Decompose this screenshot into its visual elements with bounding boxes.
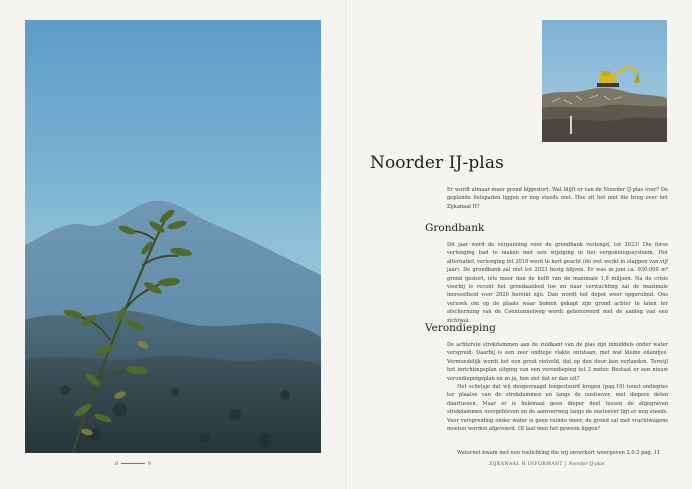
body-paragraph: De achterste strekdammen aan de zuidkant van de plas zijn inmiddels onder water verspreid. Daarbij is een zeer ondiepe vlakte ontstaan, met wat kleine eilandjes. Vermoedelijk wordt het een groot rietveld, dat op den duur kan verlanden. Terwijl het inrichtingsplan uitging van een verondieping tot 3 meter. Bestaat er een nieuw verondiepingsplan en zo ja, hoe ziet dat er dan uit? <box>447 342 668 382</box>
body-paragraph: Het schetsje dat wij desgevraagd toegestuurd kregen (pag.10) toont ondieptes ter plaatse van de strekdammen en langs de oostoever, met diepere delen daartussen. Maar er is helemaal geen dieper deel tussen de afgegraven strekdammen overgebleven en de aanvoerweg langs de oostoever ligt er nog steeds. Voor verspreiding onder water is geen ruimte meer, de grond zal met vrachtwagens moeten worden afgevoerd. Of laat men het gewoon liggen? <box>447 384 668 433</box>
section-heading-verondieping: Verondieping <box>425 322 496 334</box>
left-page-folio <box>115 462 151 467</box>
section-body-grondbank <box>447 241 668 325</box>
folio-rule <box>121 463 145 464</box>
excavator-on-dump-illustration <box>542 20 667 142</box>
intro-paragraph: Er wordt almaar meer grond bijgestort. Wat blijft er van de Noorder IJ-plas over? De geplande fietspaden liggen er nog steeds niet. Hoe zit het met die brug over het Zijkanaal H? <box>447 187 668 210</box>
page-gutter <box>345 0 347 489</box>
section-name: Noorder IJ-plas <box>568 462 605 467</box>
page-number-start: 8 <box>115 462 118 467</box>
footer-separator: | <box>564 462 567 467</box>
page-number-end: 9 <box>147 462 151 467</box>
section-body-verondieping <box>447 341 668 433</box>
article-intro <box>447 186 668 211</box>
plant-on-hill-illustration <box>25 20 321 453</box>
body-paragraph: Dit jaar werd de vergunning voor de grondbank verlengd, tot 2023! Die forse verlenging had te maken met een wijziging in het vergunningssysteem. Het alternatief, verlenging tot 2018 werd te kort geacht (de wet werkt in stappen van vijf jaar). De grondbank zal niet tot 2023 bezig blijven. Er was in juni ca. 930.000 m³ grond gestort, iets meer dan de helft van de maximale 1,8 miljoen. Na de crisis voorbij is recent het grondaanbod toe en naar verwachting zal de maximale hoeveelheid voor 2020 bereikt zijn. Dan wordt het depot weer opgeruimd. Ons verzoek om op de plaats waar bomen gekapt zijn grond achter te laten ter afscherming van de Coentunnelweg wordt gehonoreerd met de aanleg van een zichtwal. <box>447 242 668 324</box>
article-title: Noorder IJ-plas <box>370 153 504 173</box>
closing-note: Waternet kwam met een toelichting die wij onverkort weergeven 2.0.2 pag. 11 <box>457 450 661 456</box>
publication-name: ZIJKANAAL H INFORMANT <box>489 462 563 467</box>
section-heading-grondbank: Grondbank <box>425 222 485 234</box>
small-photo <box>542 20 667 142</box>
main-photo <box>25 20 321 453</box>
right-page-running-footer <box>489 462 604 467</box>
